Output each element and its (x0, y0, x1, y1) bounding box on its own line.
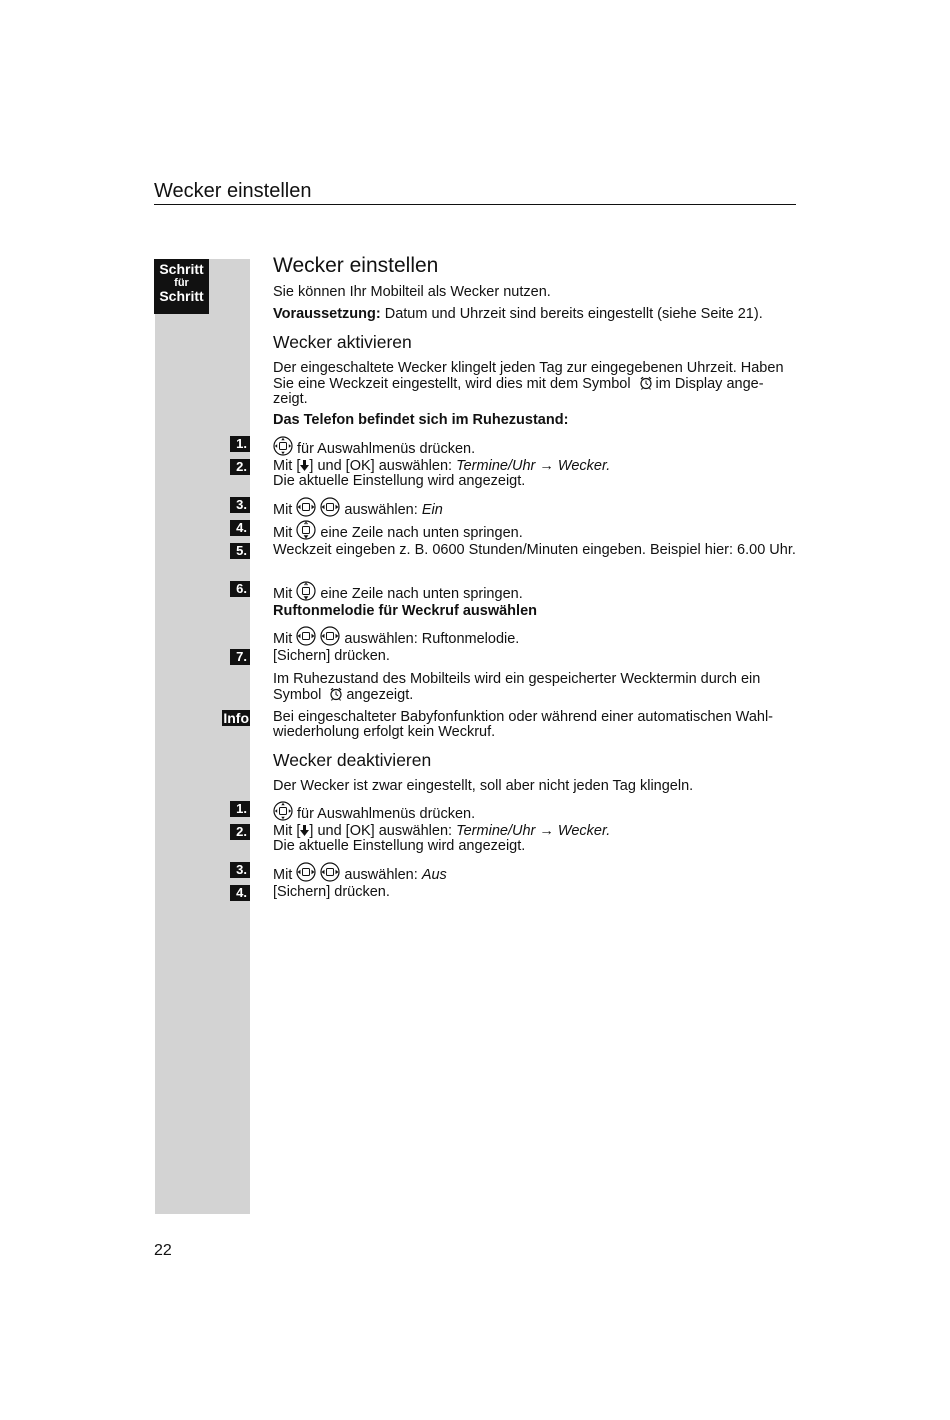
state-label: Das Telefon befindet sich im Ruhezustand: (273, 412, 569, 428)
prerequisite: Voraussetzung: Datum und Uhrzeit sind bereits eingestellt (siehe Seite 21). (273, 306, 763, 322)
step-number: 5. (230, 543, 250, 559)
step-text: Mit auswählen: Ein (273, 497, 443, 518)
step-text: Mit [ ] und [OK] auswählen: Termine/Uhr → Wecker. (273, 458, 611, 474)
page-number: 22 (154, 1242, 172, 1259)
step-text: [Sichern] drücken. (273, 884, 390, 900)
section-title-deactivate: Wecker deaktivieren (273, 750, 432, 770)
step-text: Mit auswählen: Aus (273, 862, 447, 883)
header-divider (154, 204, 796, 205)
step-text: Mit eine Zeile nach unten springen. (273, 581, 523, 602)
melody-text: Mit auswählen: Ruftonmelodie. (273, 626, 519, 647)
step-text: Mit [ ] und [OK] auswählen: Termine/Uhr → Wecker. (273, 823, 611, 839)
alarm-clock-icon (639, 376, 653, 390)
step-text: für Auswahlmenüs drücken. (273, 801, 475, 822)
navigation-key-icon (320, 497, 340, 517)
step-text: für Auswahlmenüs drücken. (273, 436, 475, 457)
step-number: 7. (230, 649, 250, 665)
info-text: Bei eingeschalteter Babyfonfunktion oder während einer automatischen Wahl-wiederholung erfolgt kein Weckruf. (273, 709, 774, 740)
melody-label: Ruftonmelodie für Weckruf auswählen (273, 603, 537, 619)
section-description: Der eingeschaltete Wecker klingelt jeden Tag zur eingegebenen Uhrzeit. Haben Sie eine Weckzeit eingestellt, wird dies mit dem Symbol im Display ange-zeigt. (273, 360, 784, 407)
info-marker: Info (223, 710, 249, 726)
alarm-clock-icon (329, 687, 343, 701)
step-number: 4. (230, 520, 250, 536)
navigation-key-icon (296, 497, 316, 517)
standby-note: Im Ruhezustand des Mobilteils wird ein gespeicherter Wecktermin durch ein Symbol angezeigt. (273, 671, 761, 703)
step-number: 1. (230, 436, 250, 452)
navigation-key-icon (273, 436, 293, 456)
step-text: Mit eine Zeile nach unten springen. (273, 520, 523, 541)
navigation-key-down-icon (296, 520, 316, 540)
step-number: 4. (230, 885, 250, 901)
navigation-key-down-icon (296, 581, 316, 601)
navigation-key-icon (296, 862, 316, 882)
navigation-key-icon (320, 626, 340, 646)
step-text-line2: Die aktuelle Einstellung wird angezeigt. (273, 838, 526, 854)
header-title: Wecker einstellen (154, 180, 312, 202)
page-title: Wecker einstellen (273, 254, 439, 277)
intro-text: Sie können Ihr Mobilteil als Wecker nutzen. (273, 284, 551, 300)
step-number: 3. (230, 497, 250, 513)
section-title-activate: Wecker aktivieren (273, 332, 412, 352)
step-text: Weckzeit eingeben z. B. 0600 Stunden/Minuten eingeben. Beispiel hier: 6.00 Uhr. (273, 542, 796, 558)
navigation-key-icon (320, 862, 340, 882)
navigation-key-icon (296, 626, 316, 646)
step-number: 2. (230, 459, 250, 475)
section-description: Der Wecker ist zwar eingestellt, soll aber nicht jeden Tag klingeln. (273, 778, 694, 794)
step-text-line2: Die aktuelle Einstellung wird angezeigt. (273, 473, 526, 489)
step-number: 3. (230, 862, 250, 878)
step-number: 6. (230, 581, 250, 597)
step-sidebar (155, 259, 250, 1214)
schritt-fuer-schritt-label: Schritt für Schritt (154, 259, 209, 314)
step-text: [Sichern] drücken. (273, 648, 390, 664)
step-number: 1. (230, 801, 250, 817)
step-number: 2. (230, 824, 250, 840)
navigation-key-icon (273, 801, 293, 821)
